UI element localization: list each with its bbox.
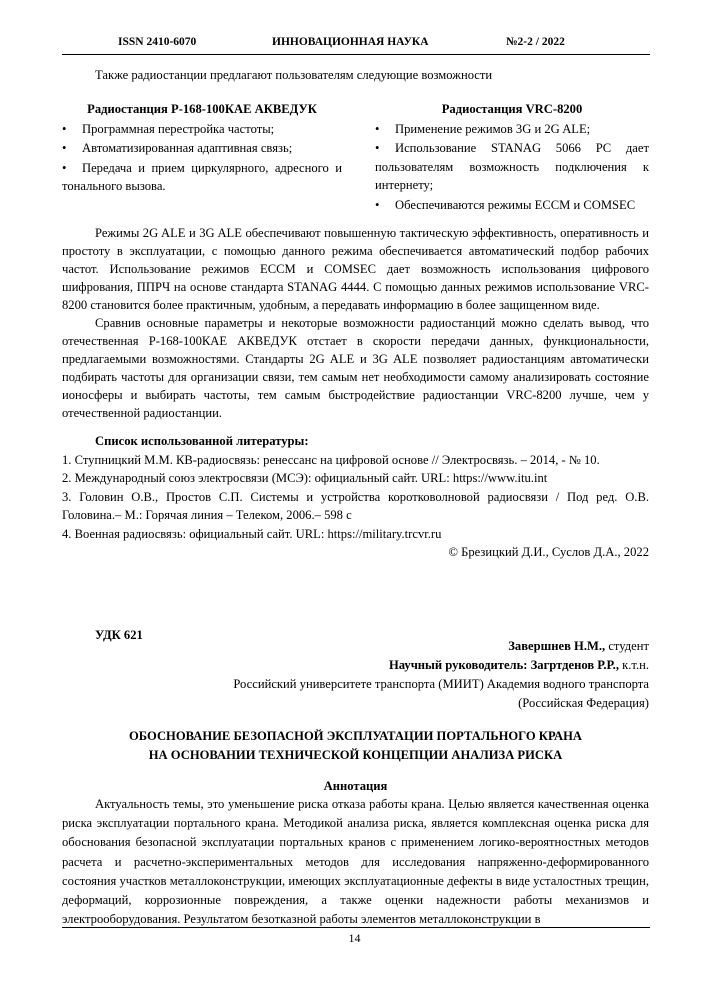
affiliation: Российский университете транспорта (МИИТ) Академия водного транспорта [233, 677, 649, 691]
bullet-icon: • [62, 141, 67, 155]
paragraph: Режимы 2G ALE и 3G ALE обеспечивают повышенную тактическую эффективность, оперативность и простоту в эксплуатации, с помощью данного режима обеспечивается автоматический подбор рабочих частот. Использование режимов ECCM и COMSEC дает возможность использования цифрового шифрования, ППРЧ на основе стандарта STANAG 4444. С помощью данных режимов использование VRC-8200 становится более практичным, удобным, а передавать информацию в более защищенном виде. [62, 226, 649, 312]
article-title-line: НА ОСНОВАНИИ ТЕХНИЧЕСКОЙ КОНЦЕПЦИИ АНАЛИЗА РИСКА [148, 748, 563, 762]
header-journal: ИННОВАЦИОННАЯ НАУКА [272, 36, 429, 48]
paragraph: Сравнив основные параметры и некоторые возможности радиостанций можно сделать вывод, что отечественная Р-168-100КАЕ АКВЕДУК отстает в скорости передачи данных, функциональности, предлагаемыми возможностями. Стандарты 2G ALE и 3G ALE позволяет радиостанциям автоматически подбирать частоты для организации связи, тем самым нет необходимости самому анализировать состояние ионосферы и выбирать частоты, тем самым быстродействие радиостанции VRC-8200 лучше, чем у отечественной радиостанции. [62, 316, 649, 420]
running-header [62, 36, 650, 52]
reference-item: 2. Международный союз электросвязи (МСЭ): официальный сайт. URL: https://www.itu.int [62, 471, 548, 485]
left-column [62, 100, 342, 197]
reference-item: 3. Головин О.В., Простов С.П. Системы и устройства коротковолновой радиосвязи / Под ред. О.В. Головина.– М.: Горячая линия – Телеком, 2006.– 598 с [62, 489, 649, 522]
references [62, 432, 649, 562]
right-column-title: Радиостанция VRC-8200 [441, 102, 583, 116]
bullet-icon: • [375, 121, 380, 136]
reference-item: 4. Военная радиосвязь: официальный сайт. URL: https://military.trcvr.ru [62, 526, 442, 541]
page-number: 14 [348, 931, 361, 945]
left-column-title: Радиостанция Р-168-100КАЕ АКВЕДУК [87, 102, 317, 116]
article-title-line: ОБОСНОВАНИЕ БЕЗОПАСНОЙ ЭКСПЛУАТАЦИИ ПОРТАЛЬНОГО КРАНА [128, 729, 583, 743]
bullet-icon: • [375, 197, 380, 212]
article-title [62, 727, 649, 765]
author-line [62, 637, 649, 656]
abstract-body [62, 795, 649, 929]
header-issue: №2-2 / 2022 [506, 36, 565, 48]
header-rule [62, 54, 650, 55]
list-item: • Использование STANAG 5066 PC дает пользователям возможность подключения к интернету; [375, 141, 649, 192]
references-title: Список использованной литературы: [95, 434, 309, 448]
supervisor-line [62, 656, 649, 675]
intro-sentence: Также радиостанции предлагают пользователям следующие возможности [95, 68, 493, 82]
list-item: • Программная перестройка частоты; [62, 120, 342, 139]
left-column-list [62, 120, 342, 196]
country: (Российская Федерация) [518, 696, 649, 710]
abstract-text: Актуальность темы, это уменьшение риска отказа работы крана. Целью является качественная оценка риска эксплуатации портального крана. Методикой анализа риска, является комплексная оценка риска для обоснования безопасной эксплуатации портальных кранов с применением логико-вероятностных методов расчета и расчетно-экспериментальных методов для исследования напряженно-деформированного состояния участков металлоконструкции, имеющих эксплуатационные дефекты в виде усталостных трещин, деформаций, коррозионные повреждения, а также оценки надежности работы механизмов и электрооборудования. Результатом безотказной работы элементов металлоконструкции в [62, 797, 649, 927]
bullet-icon: • [62, 121, 67, 136]
list-item: • Обеспечиваются режимы ECCM и COMSEC [375, 196, 649, 215]
author-block [62, 637, 649, 713]
bullet-icon: • [375, 141, 380, 155]
footer-rule [62, 927, 650, 928]
body-text [62, 224, 649, 422]
list-item: • Применение режимов 3G и 2G ALE; [375, 120, 649, 139]
header-issn: ISSN 2410-6070 [118, 36, 197, 48]
copyright: © Брезицкий Д.И., Суслов Д.А., 2022 [448, 545, 649, 559]
right-column-list [375, 120, 649, 215]
supervisor-name: Научный руководитель: Загртденов Р.Р., [388, 658, 619, 672]
bullet-icon: • [62, 160, 67, 175]
list-item: • Автоматизированная адаптивная связь; [62, 139, 342, 158]
author-role: студент [605, 639, 649, 653]
reference-item: 1. Ступницкий М.М. КВ-радиосвязь: ренессанс на цифровой основе // Электросвязь. – 2014, - № 10. [62, 452, 600, 467]
list-item: • Передача и прием циркулярного, адресного и тонального вызова. [62, 160, 342, 193]
right-column [375, 100, 649, 215]
abstract-heading: Аннотация [323, 779, 388, 793]
supervisor-degree: к.т.н. [618, 658, 649, 672]
author-name: Завершнев Н.М., [508, 639, 606, 653]
udk-code: УДК 621 [95, 628, 143, 642]
